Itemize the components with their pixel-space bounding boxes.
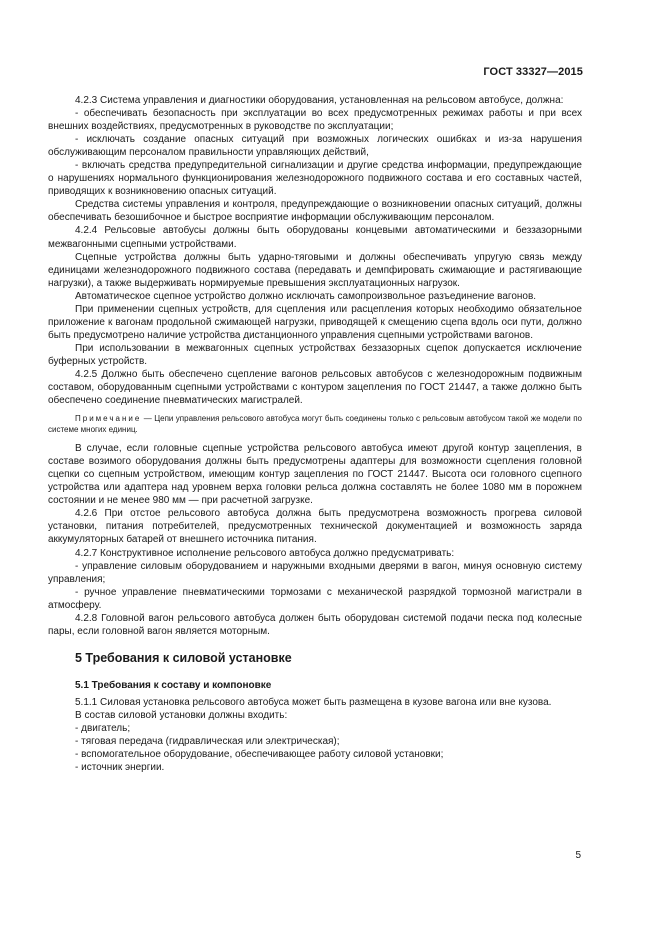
list-item: - управление силовым оборудованием и наружными входными дверями в вагон, минуя основную систему управления; — [48, 560, 582, 585]
standard-number: ГОСТ 33327—2015 — [483, 66, 583, 78]
paragraph: При использовании в межвагонных сцепных устройствах беззазорных сцепок допускается исключение буферных устройств. — [48, 342, 582, 367]
paragraph: В случае, если головные сцепные устройства рельсового автобуса имеют другой контур зацепления, в составе возимого оборудования должны быть предусмотрены адаптеры для возможности сцепления головной сцепки со сцепным устройством, имеющим контур зацепления по ГОСТ 21447. Высота оси головного сцепного устройства или адаптера над уровнем верха головки рельса должна составлять не более 1080 мм в порожнем состоянии и не менее 980 мм — при расчетной загрузке. — [48, 443, 582, 507]
paragraph: При применении сцепных устройств, для сцепления или расцепления которых необходимо обязательное приложение к вагонам продольной сжимающей нагрузки, приводящей к смещению сцепа вдоль оси пути, должно быть предусмотрено наличие устройства дистанционного управления сцепными устройствами вагонов. — [48, 303, 582, 341]
list-item: - источник энергии. — [75, 762, 165, 774]
paragraph: 4.2.6 При отстое рельсового автобуса должна быть предусмотрена возможность прогрева силовой установки, питания потребителей, предусмотренных технической документацией и возможность заряда аккумуляторных батарей от внешнего источника питания. — [48, 508, 582, 546]
paragraph: Автоматическое сцепное устройство должно исключать самопроизвольное разъединение вагонов. — [75, 290, 537, 302]
page-number: 5 — [575, 850, 581, 861]
note — [48, 413, 582, 435]
paragraph: Сцепные устройства должны быть ударно-тяговыми и должны обеспечивать упругую связь между единицами железнодорожного подвижного состава (передавать и демпфировать сжимающие и растягивающие нагрузки), а также выдерживать нормируемые превышения эксплуатационных нагрузок. — [48, 251, 582, 289]
paragraph: 5.1.1 Силовая установка рельсового автобуса может быть размещена в кузове вагона или вне кузова. — [75, 696, 552, 708]
list-item: - исключать создание опасных ситуаций при возможных логических ошибках и из-за нарушения обслуживающим персоналом правильности управляющих действий, — [48, 134, 582, 159]
list-item: - ручное управление пневматическими тормозами с механической разрядкой тормозной магистрали в атмосферу. — [48, 586, 582, 611]
paragraph: 4.2.5 Должно быть обеспечено сцепление вагонов рельсовых автобусов с железнодорожным подвижным составом, оборудованным сцепными устройствами с контуром зацепления по ГОСТ 21447, а также должно быть обеспечено соединение пневматических магистралей. — [48, 368, 582, 407]
body-text — [48, 94, 582, 774]
note-text: — Цепи управления рельсового автобуса могут быть соединены только с рельсовым автобусом такой же модели по системе многих единиц. — [48, 414, 582, 435]
paragraph: 4.2.7 Конструктивное исполнение рельсового автобуса должно предусматривать: — [75, 547, 455, 559]
paragraph: 4.2.8 Головной вагон рельсового автобуса должен быть оборудован системой подачи песка под колесные пары, если головной вагон является моторным. — [48, 612, 582, 637]
note-label: Примечание — [75, 414, 142, 424]
paragraph: Средства системы управления и контроля, предупреждающие о возникновении опасных ситуаций, должны обеспечивать безошибочное и быстрое восприятие информации обслуживающим персоналом. — [48, 199, 582, 224]
section-heading: 5 Требования к силовой установке — [75, 650, 292, 665]
paragraph: 4.2.4 Рельсовые автобусы должны быть оборудованы концевыми автоматическими и беззазорными межвагонными сцепными устройствами. — [48, 225, 582, 250]
subsection-heading: 5.1 Требования к составу и компоновке — [75, 679, 272, 691]
list-item: - двигатель; — [75, 723, 131, 735]
list-item: - вспомогательное оборудование, обеспечивающее работу силовой установки; — [75, 749, 444, 761]
list-item: - включать средства предупредительной сигнализации и другие средства информации, предупреждающие о нарушениях нормального функционирования железнодорожного подвижного состава и его составных частей, приводящих к возникновению опасных ситуаций. — [48, 160, 582, 198]
list-item: - тяговая передача (гидравлическая или электрическая); — [75, 736, 340, 748]
paragraph: 4.2.3 Система управления и диагностики оборудования, установленная на рельсовом автобусе, должна: — [75, 95, 564, 106]
list-item: - обеспечивать безопасность при эксплуатации во всех предусмотренных режимах работы и при всех внешних воздействиях, предусмотренных в руководстве по эксплуатации; — [48, 108, 582, 133]
paragraph: В состав силовой установки должны входить: — [75, 709, 288, 721]
